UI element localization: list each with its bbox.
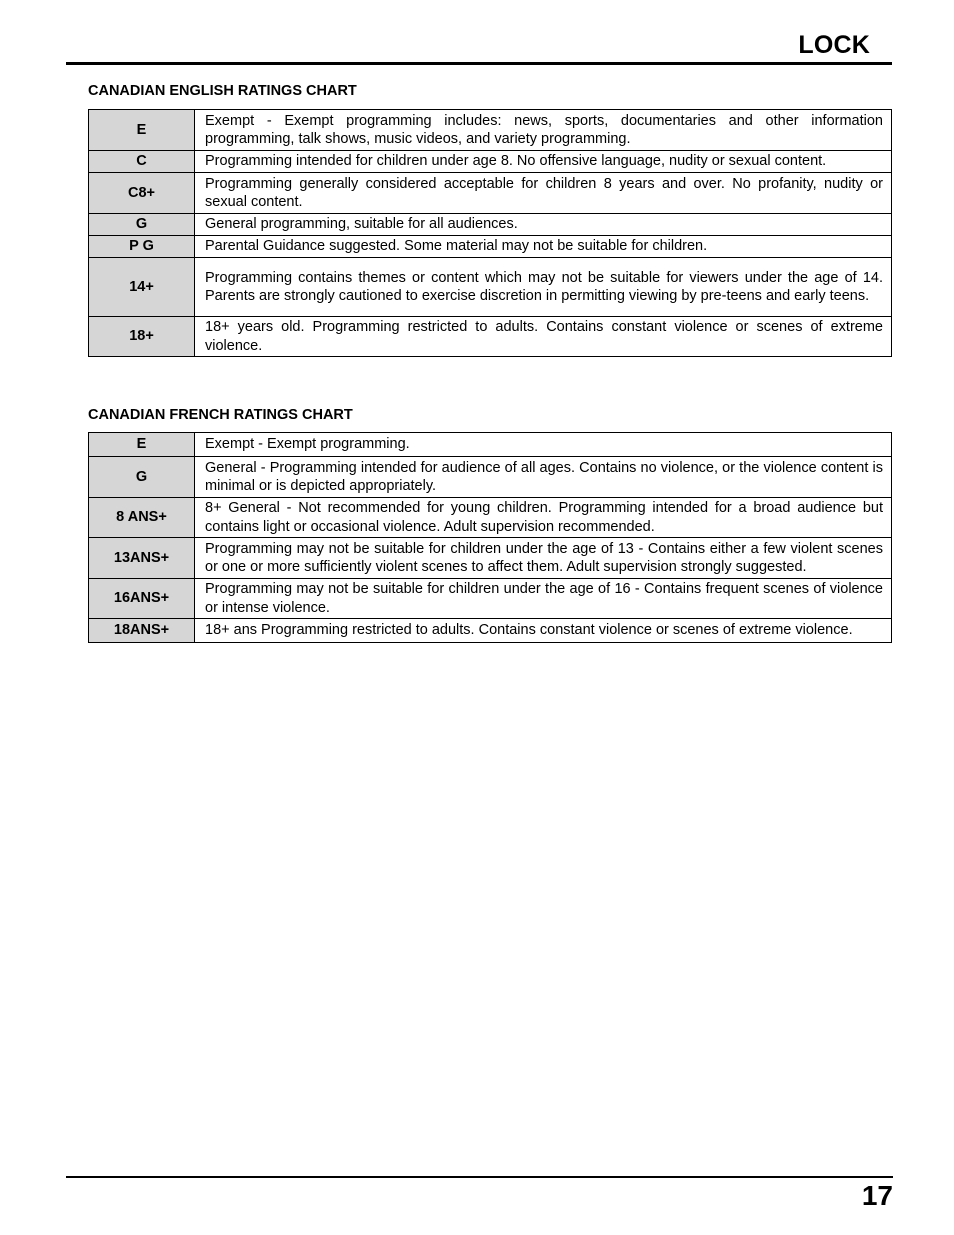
rating-description: Programming may not be suitable for children under the age of 13 - Contains either a few violent scenes or one or more sufficiently violent scenes to affect them. Adult supervision strongly suggested.	[195, 538, 892, 579]
french-ratings-table	[88, 432, 892, 643]
rating-description: Exempt - Exempt programming.	[195, 433, 892, 457]
table-row	[89, 317, 892, 357]
page-number: 17	[861, 1180, 893, 1211]
table-row	[89, 538, 892, 579]
rating-description: Exempt - Exempt programming includes: news, sports, documentaries and other information programming, talk shows, music videos, and variety programming.	[195, 110, 892, 151]
rating-code: E	[89, 110, 195, 151]
rating-code: 16ANS+	[89, 579, 195, 619]
table-row	[89, 619, 892, 643]
rating-code: C	[89, 151, 195, 173]
rating-code: 14+	[89, 258, 195, 317]
rating-description: Programming may not be suitable for children under the age of 16 - Contains frequent scenes of violence or intense violence.	[195, 579, 892, 619]
page-header	[66, 30, 892, 65]
table-row	[89, 151, 892, 173]
french-chart-title: CANADIAN FRENCH RATINGS CHART	[88, 407, 353, 423]
rating-description: 18+ ans Programming restricted to adults. Contains constant violence or scenes of extreme violence.	[195, 619, 892, 643]
rating-description: General - Programming intended for audience of all ages. Contains no violence, or the violence content is minimal or is depicted appropriately.	[195, 457, 892, 498]
rating-code: G	[89, 457, 195, 498]
rating-code: 18+	[89, 317, 195, 357]
rating-description: Programming contains themes or content which may not be suitable for viewers under the age of 14. Parents are strongly cautioned to exercise discretion in permitting viewing by pre-teens and early teens.	[195, 258, 892, 317]
rating-code: C8+	[89, 173, 195, 214]
table-row	[89, 457, 892, 498]
rating-description: Parental Guidance suggested. Some material may not be suitable for children.	[195, 236, 892, 258]
rating-code: P G	[89, 236, 195, 258]
rating-code: 18ANS+	[89, 619, 195, 643]
english-chart-title: CANADIAN ENGLISH RATINGS CHART	[88, 83, 357, 99]
page-title: LOCK	[798, 31, 870, 59]
rating-description: 18+ years old. Programming restricted to adults. Contains constant violence or scenes of extreme violence.	[195, 317, 892, 357]
rating-code: 13ANS+	[89, 538, 195, 579]
footer-rule	[66, 1176, 893, 1178]
rating-code: E	[89, 433, 195, 457]
table-row	[89, 214, 892, 236]
english-ratings-table	[88, 109, 892, 357]
rating-code: 8 ANS+	[89, 498, 195, 538]
table-row	[89, 173, 892, 214]
table-row	[89, 433, 892, 457]
table-row	[89, 498, 892, 538]
table-row	[89, 258, 892, 317]
rating-description: Programming intended for children under age 8. No offensive language, nudity or sexual content.	[195, 151, 892, 173]
rating-description: General programming, suitable for all audiences.	[195, 214, 892, 236]
rating-description: Programming generally considered acceptable for children 8 years and over. No profanity, nudity or sexual content.	[195, 173, 892, 214]
rating-description: 8+ General - Not recommended for young children. Programming intended for a broad audience but contains light or occasional violence. Adult supervision recommended.	[195, 498, 892, 538]
table-row	[89, 236, 892, 258]
table-row	[89, 579, 892, 619]
rating-code: G	[89, 214, 195, 236]
table-row	[89, 110, 892, 151]
